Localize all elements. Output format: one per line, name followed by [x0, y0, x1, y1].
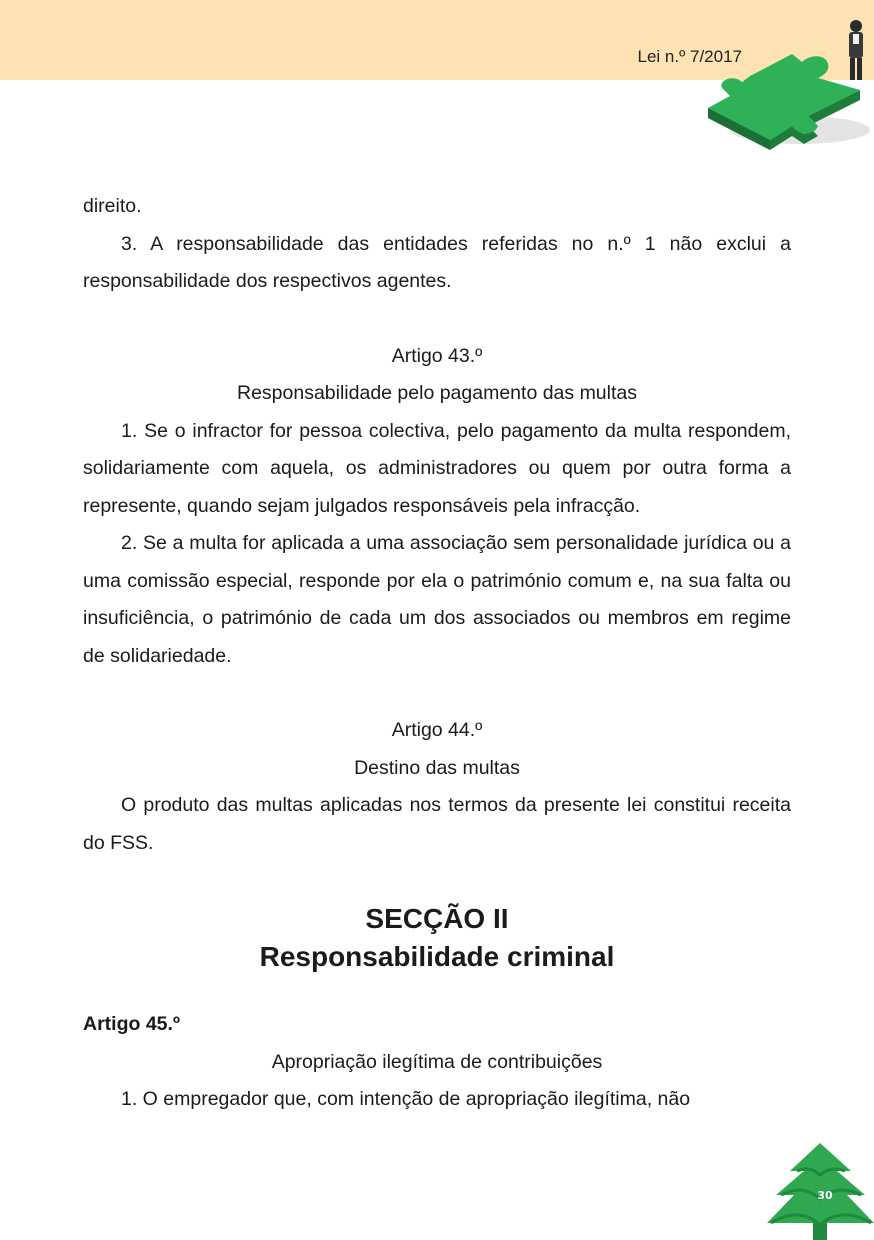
spacer: [83, 976, 791, 1006]
paragraph: 2. Se a multa for aplicada a uma associação sem personalidade jurídica ou a uma comissão especial, responde por ela o património comum e, na sua falta ou insuficiência, o património de cada um dos associados ou membros em regime de solidariedade.: [83, 532, 791, 667]
paragraph: 1. O empregador que, com intenção de apropriação ilegítima, não: [121, 1088, 691, 1110]
section-title: Responsabilidade criminal: [259, 941, 615, 972]
spacer: [83, 862, 791, 890]
article-title: Apropriação ilegítima de contribuições: [271, 1050, 603, 1073]
spacer: [83, 675, 791, 712]
article-number: Artigo 43.º: [391, 344, 483, 367]
puzzle-piece-icon: [700, 18, 874, 158]
spacer: [83, 301, 791, 338]
section-number: SECÇÃO II: [365, 903, 509, 934]
article-title: Destino das multas: [354, 756, 520, 779]
document-body: [83, 188, 791, 1119]
paragraph: direito.: [83, 195, 142, 217]
paragraph: 1. Se o infractor for pessoa colectiva, pelo pagamento da multa respondem, solidariamente com aquela, os administradores ou quem por outra forma a represente, quando sejam julgados responsáveis pela infracção.: [83, 419, 791, 517]
document-title: Lei n.º 7/2017: [637, 47, 742, 66]
page-number: 30: [817, 1189, 833, 1202]
article-number: Artigo 44.º: [391, 719, 483, 741]
article-number: Artigo 45.º: [83, 1013, 181, 1035]
paragraph: O produto das multas aplicadas nos termos da presente lei constitui receita do FSS.: [83, 794, 791, 854]
article-title: Responsabilidade pelo pagamento das multas: [236, 382, 638, 404]
paragraph: 3. A responsabilidade das entidades referidas no n.º 1 não exclui a responsabilidade dos respectivos agentes.: [83, 232, 791, 292]
